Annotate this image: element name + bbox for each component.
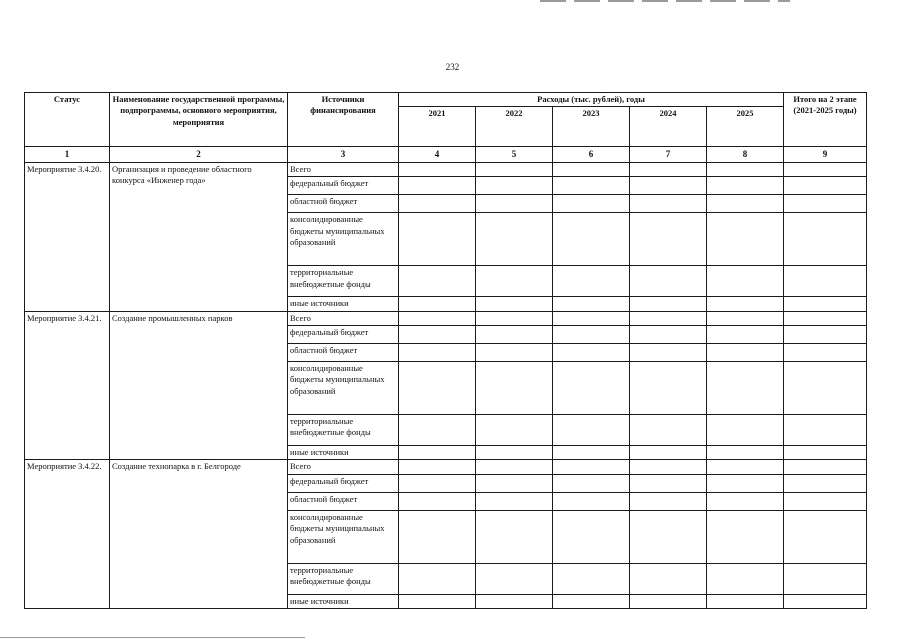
value-cell [707,446,784,460]
value-cell [707,266,784,297]
value-cell [476,213,553,266]
value-cell [707,162,784,176]
value-cell [476,326,553,344]
source-cell: территориальные внебюджетные фонды [288,563,399,594]
header-year: 2022 [476,107,553,147]
measure-name-cell: Создание технопарка в г. Белгороде [110,460,288,609]
status-cell: Мероприятие 3.4.20. [25,162,110,311]
value-cell [476,177,553,195]
value-cell [399,213,476,266]
value-cell [784,594,867,608]
value-cell [630,415,707,446]
page-number: 232 [445,62,460,72]
source-cell: Всего [288,162,399,176]
value-cell [399,446,476,460]
value-cell [707,195,784,213]
value-cell [630,492,707,510]
value-cell [630,177,707,195]
value-cell [784,492,867,510]
value-cell [476,162,553,176]
table-row [25,162,867,176]
value-cell [399,344,476,362]
value-cell [784,563,867,594]
value-cell [707,297,784,311]
value-cell [553,594,630,608]
source-cell: иные источники [288,446,399,460]
budget-table [24,92,867,609]
value-cell [476,195,553,213]
value-cell [399,297,476,311]
value-cell [476,594,553,608]
value-cell [707,460,784,474]
value-cell [707,177,784,195]
value-cell [476,510,553,563]
value-cell [399,162,476,176]
value-cell [784,446,867,460]
value-cell [399,474,476,492]
value-cell [399,326,476,344]
value-cell [630,460,707,474]
value-cell [630,563,707,594]
source-cell: федеральный бюджет [288,326,399,344]
source-cell: территориальные внебюджетные фонды [288,266,399,297]
value-cell [630,297,707,311]
value-cell [784,362,867,415]
source-cell: консолидированные бюджеты муниципальных образований [288,510,399,563]
value-cell [630,446,707,460]
value-cell [399,492,476,510]
value-cell [784,474,867,492]
value-cell [630,344,707,362]
value-cell [476,297,553,311]
value-cell [630,362,707,415]
value-cell [784,297,867,311]
group-measure-3-4-20 [25,162,867,311]
value-cell [784,177,867,195]
value-cell [399,266,476,297]
source-cell: консолидированные бюджеты муниципальных образований [288,213,399,266]
status-cell: Мероприятие 3.4.22. [25,460,110,609]
column-number: 9 [784,147,867,162]
value-cell [630,326,707,344]
value-cell [553,362,630,415]
value-cell [784,162,867,176]
value-cell [784,460,867,474]
header-year: 2023 [553,107,630,147]
value-cell [630,311,707,325]
value-cell [399,311,476,325]
value-cell [476,344,553,362]
value-cell [553,415,630,446]
measure-name-cell: Организация и проведение областного конкурса «Инженер года» [110,162,288,311]
value-cell [476,460,553,474]
value-cell [399,415,476,446]
value-cell [784,195,867,213]
value-cell [784,326,867,344]
group-measure-3-4-22 [25,460,867,609]
value-cell [399,362,476,415]
value-cell [476,492,553,510]
value-cell [630,266,707,297]
source-cell: областной бюджет [288,492,399,510]
value-cell [399,195,476,213]
value-cell [476,446,553,460]
table-header [25,93,867,163]
value-cell [707,563,784,594]
measure-name-cell: Создание промышленных парков [110,311,288,460]
value-cell [630,162,707,176]
value-cell [707,492,784,510]
value-cell [399,460,476,474]
value-cell [707,344,784,362]
value-cell [784,266,867,297]
column-number: 6 [553,147,630,162]
value-cell [784,311,867,325]
source-cell: консолидированные бюджеты муниципальных образований [288,362,399,415]
header-expenses: Расходы (тыс. рублей), годы [399,93,784,107]
value-cell [630,510,707,563]
value-cell [476,415,553,446]
column-number: 8 [707,147,784,162]
value-cell [707,415,784,446]
value-cell [553,474,630,492]
value-cell [707,326,784,344]
column-number: 7 [630,147,707,162]
source-cell: территориальные внебюджетные фонды [288,415,399,446]
value-cell [476,311,553,325]
value-cell [476,474,553,492]
source-cell: областной бюджет [288,344,399,362]
value-cell [784,213,867,266]
header-sources: Источники финансирования [288,93,399,147]
value-cell [707,213,784,266]
status-cell: Мероприятие 3.4.21. [25,311,110,460]
value-cell [707,594,784,608]
column-number: 1 [25,147,110,162]
source-cell: иные источники [288,594,399,608]
column-number: 5 [476,147,553,162]
value-cell [553,492,630,510]
value-cell [553,460,630,474]
value-cell [399,177,476,195]
header-year: 2025 [707,107,784,147]
value-cell [476,266,553,297]
value-cell [553,266,630,297]
value-cell [553,326,630,344]
value-cell [553,563,630,594]
value-cell [399,594,476,608]
value-cell [553,297,630,311]
value-cell [399,510,476,563]
value-cell [553,195,630,213]
value-cell [784,344,867,362]
value-cell [784,415,867,446]
source-cell: федеральный бюджет [288,177,399,195]
value-cell [553,162,630,176]
value-cell [553,446,630,460]
value-cell [553,213,630,266]
header-year: 2024 [630,107,707,147]
group-measure-3-4-21 [25,311,867,460]
scan-edge-bottom [0,637,305,638]
value-cell [553,311,630,325]
column-number: 3 [288,147,399,162]
table-row [25,311,867,325]
value-cell [707,474,784,492]
header-name: Наименование государственной программы, подпрограммы, основного мероприятия, мероприятия [110,93,288,147]
column-number: 2 [110,147,288,162]
column-number: 4 [399,147,476,162]
value-cell [707,510,784,563]
source-cell: областной бюджет [288,195,399,213]
source-cell: Всего [288,311,399,325]
value-cell [630,213,707,266]
value-cell [553,177,630,195]
value-cell [553,510,630,563]
source-cell: Всего [288,460,399,474]
value-cell [630,594,707,608]
source-cell: иные источники [288,297,399,311]
table-row [25,460,867,474]
header-year: 2021 [399,107,476,147]
value-cell [476,362,553,415]
header-total: Итого на 2 этапе (2021-2025 годы) [784,93,867,147]
value-cell [630,474,707,492]
value-cell [553,344,630,362]
source-cell: федеральный бюджет [288,474,399,492]
value-cell [399,563,476,594]
header-status: Статус [25,93,110,147]
value-cell [707,311,784,325]
value-cell [630,195,707,213]
value-cell [707,362,784,415]
scan-edge-top [540,0,790,2]
value-cell [784,510,867,563]
value-cell [476,563,553,594]
